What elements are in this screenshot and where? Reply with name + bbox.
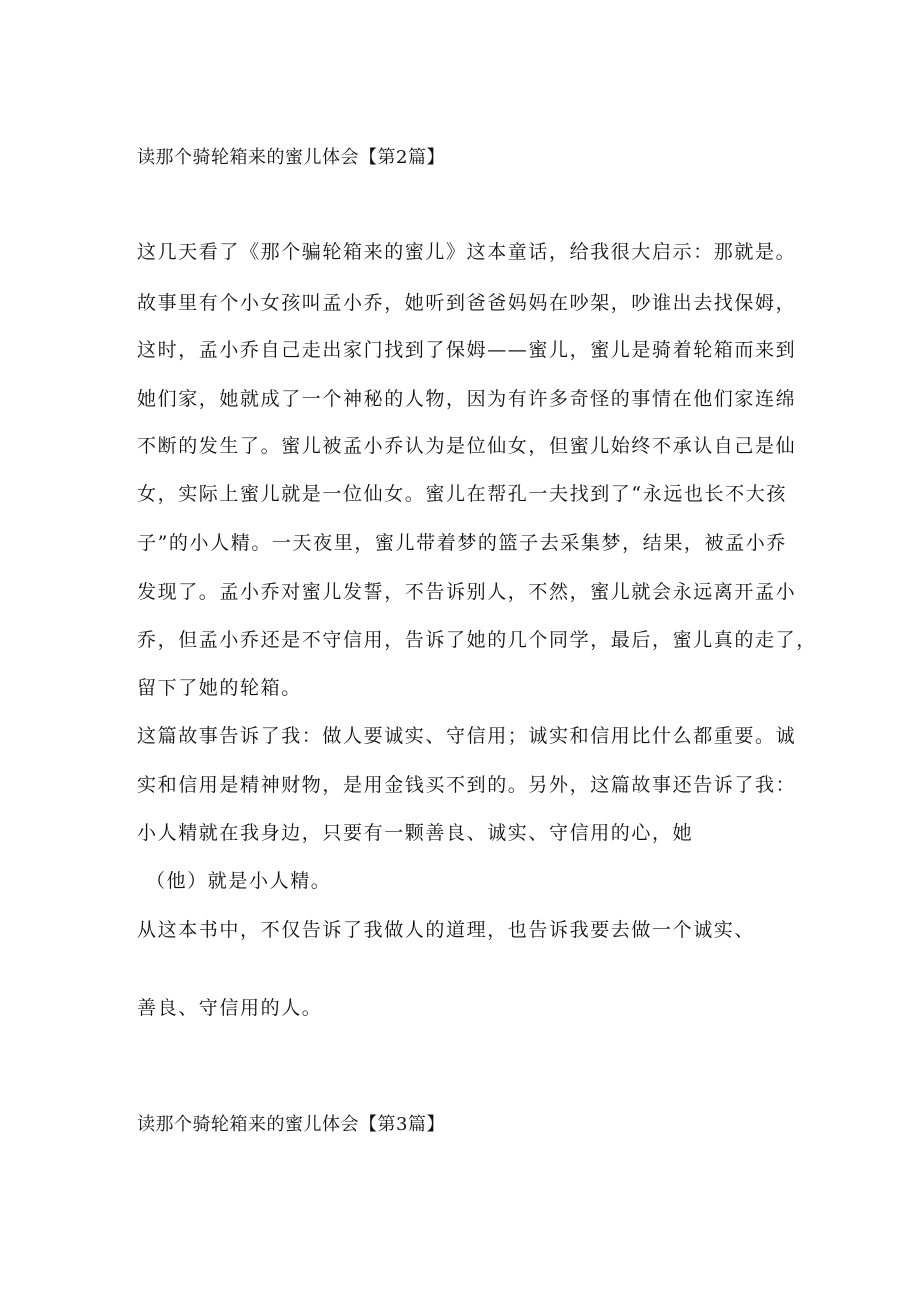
story-line: 不断的发生了。蜜儿被孟小乔认为是位仙女，但蜜儿始终不承认自己是仙 <box>137 435 797 457</box>
lesson-line: （他）就是小人精。 <box>146 870 332 892</box>
story-line: 这时，孟小乔自己走出家门找到了保姆——蜜儿，蜜儿是骑着轮箱而来到 <box>137 339 797 361</box>
story-line: 留下了她的轮箱。 <box>137 677 302 699</box>
story-line: 故事里有个小女孩叫孟小乔，她听到爸爸妈妈在吵架，吵谁出去找保姆， <box>137 292 797 314</box>
lesson-line: 这篇故事告诉了我：做人要诚实、守信用；诚实和信用比什么都重要。诚 <box>137 725 797 747</box>
story-line: 她们家，她就成了一个神秘的人物，因为有许多奇怪的事情在他们家连绵 <box>137 388 797 410</box>
story-line: 这几天看了《那个骗轮箱来的蜜儿》这本童话，给我很大启示：那就是。 <box>137 241 797 263</box>
conclusion-line: 从这本书中，不仅告诉了我做人的道理，也告诉我要去做一个诚实、 <box>137 919 756 941</box>
story-line: 发现了。孟小乔对蜜儿发誓，不告诉别人，不然，蜜儿就会永远离开孟小 <box>137 581 797 603</box>
story-line: 子”的小人精。一天夜里，蜜儿带着梦的篮子去采集梦，结果，被孟小乔 <box>137 532 787 554</box>
lesson-line: 实和信用是精神财物，是用金钱买不到的。另外，这篇故事还告诉了我： <box>137 774 797 796</box>
conclusion-line: 善良、守信用的人。 <box>137 997 323 1019</box>
lesson-line: 小人精就在我身边，只要有一颗善良、诚实、守信用的心，她 <box>137 822 694 844</box>
section-heading-2: 读那个骑轮箱来的蜜儿体会【第2篇】 <box>137 147 445 168</box>
story-line: 女，实际上蜜儿就是一位仙女。蜜儿在帮孔一夫找到了“永远也长不大孩 <box>137 483 787 505</box>
story-line: 乔，但孟小乔还是不守信用，告诉了她的几个同学，最后，蜜儿真的走了， <box>137 629 817 651</box>
section-heading-3: 读那个骑轮箱来的蜜儿体会【第3篇】 <box>137 1114 445 1135</box>
